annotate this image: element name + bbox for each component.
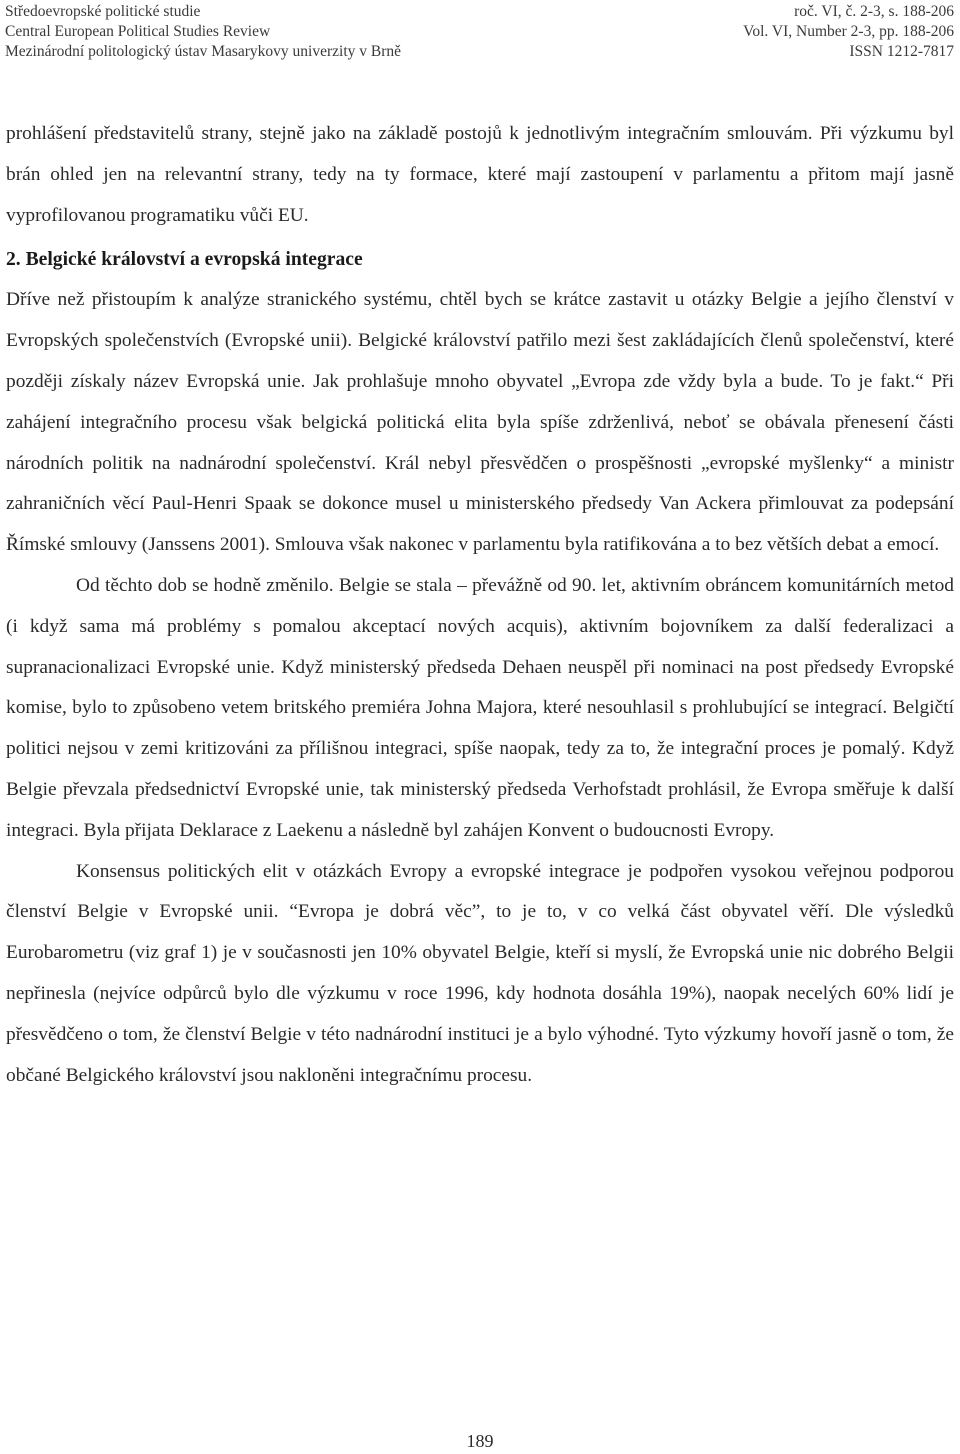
header-row-2 — [5, 22, 954, 42]
issn: ISSN 1212-7817 — [849, 43, 954, 60]
paragraph-2: Od těchto dob se hodně změnilo. Belgie se stala – převážně od 90. let, aktivním obráncem komunitárních metod (i když sama má problémy s pomalou akceptací nových acquis), aktivním bojovníkem za další federalizaci a supranacionalizaci Evropské unie. Když ministerský předseda Dehaen neuspěl při nominaci na post předsedy Evropské komise, bylo to způsobeno vetem britského premiéra Johna Majora, které nesouhlasil s prohlubující se integrací. Belgičtí politici nejsou v zemi kritizováni za přílišnou integraci, spíše naopak, tedy za to, že integrační proces je pomalý. Když Belgie převzala předsednictví Evropské unie, tak ministerský předseda Verhofstadt prohlásil, že Evropa směřuje k další integraci. Byla přijata Deklarace z Laekenu a následně byl zahájen Konvent o budoucnosti Evropy. — [6, 574, 954, 841]
running-header — [5, 2, 954, 62]
journal-title-cz: Středoevropské politické studie — [5, 3, 201, 20]
journal-title-en: Central European Political Studies Review — [5, 23, 271, 40]
paragraph-3: Konsensus politických elit v otázkách Evropy a evropské integrace je podpořen vysokou veřejnou podporou členství Belgie v Evropské unii. “Evropa je dobrá věc”, to je to, v co velká část obyvatel věří. Dle výsledků Eurobarometru (viz graf 1) je v současnosti jen 10% obyvatel Belgie, kteří si myslí, že Evropská unie nic dobrého Belgii nepřinesla (nejvíce odpůrců bylo dle výzkumu v roce 1996, kdy hodnota dosáhla 19%), naopak necelých 60% lidí je přesvědčeno o tom, že členství Belgie v této nadnárodní instituci je a bylo výhodné. Tyto výzkumy hovoří jasně o tom, že občané Belgického království jsou nakloněni integračnímu procesu. — [6, 860, 954, 1086]
paragraph-1: Dříve než přistoupím k analýze stranického systému, chtěl bych se krátce zastavit u otázky Belgie a jejího členství v Evropských společenstvích (Evropské unii). Belgické království patřilo mezi šest zakládajících členů společenství, které později získaly název Evropská unie. Jak prohlašuje mnoho obyvatel „Evropa zde vždy byla a bude. To je fakt.“ Při zahájení integračního procesu však belgická politická elita byla spíše zdrženlivá, neboť se obávala přenesení části národních politik na nadnárodní společenství. Král nebyl přesvědčen o prospěšnosti „evropské myšlenky“ a ministr zahraničních věcí Paul-Henri Spaak se dokonce musel u ministerského předsedy Van Ackera přimlouvat za podepsání Římské smlouvy (Janssens 2001). Smlouva však nakonec v parlamentu byla ratifikována a to bez větších debat a emocí. — [6, 289, 954, 556]
issue-info-en: Vol. VI, Number 2-3, pp. 188-206 — [743, 23, 954, 40]
header-row-3 — [5, 42, 954, 62]
article-body — [6, 114, 954, 1096]
header-row-1 — [5, 2, 954, 22]
issue-info-cz: roč. VI, č. 2-3, s. 188-206 — [794, 3, 954, 20]
section-heading: 2. Belgické království a evropská integrace — [6, 249, 363, 271]
intro-paragraph: prohlášení představitelů strany, stejně jako na základě postojů k jednotlivým integračním smlouvám. Při výzkumu byl brán ohled jen na relevantní strany, tedy na ty formace, které mají zastoupení v parlamentu a přitom mají jasně vyprofilovanou programatiku vůči EU. — [6, 123, 954, 226]
publisher: Mezinárodní politologický ústav Masarykovy univerzity v Brně — [5, 43, 402, 60]
page-number: 189 — [466, 1431, 494, 1451]
